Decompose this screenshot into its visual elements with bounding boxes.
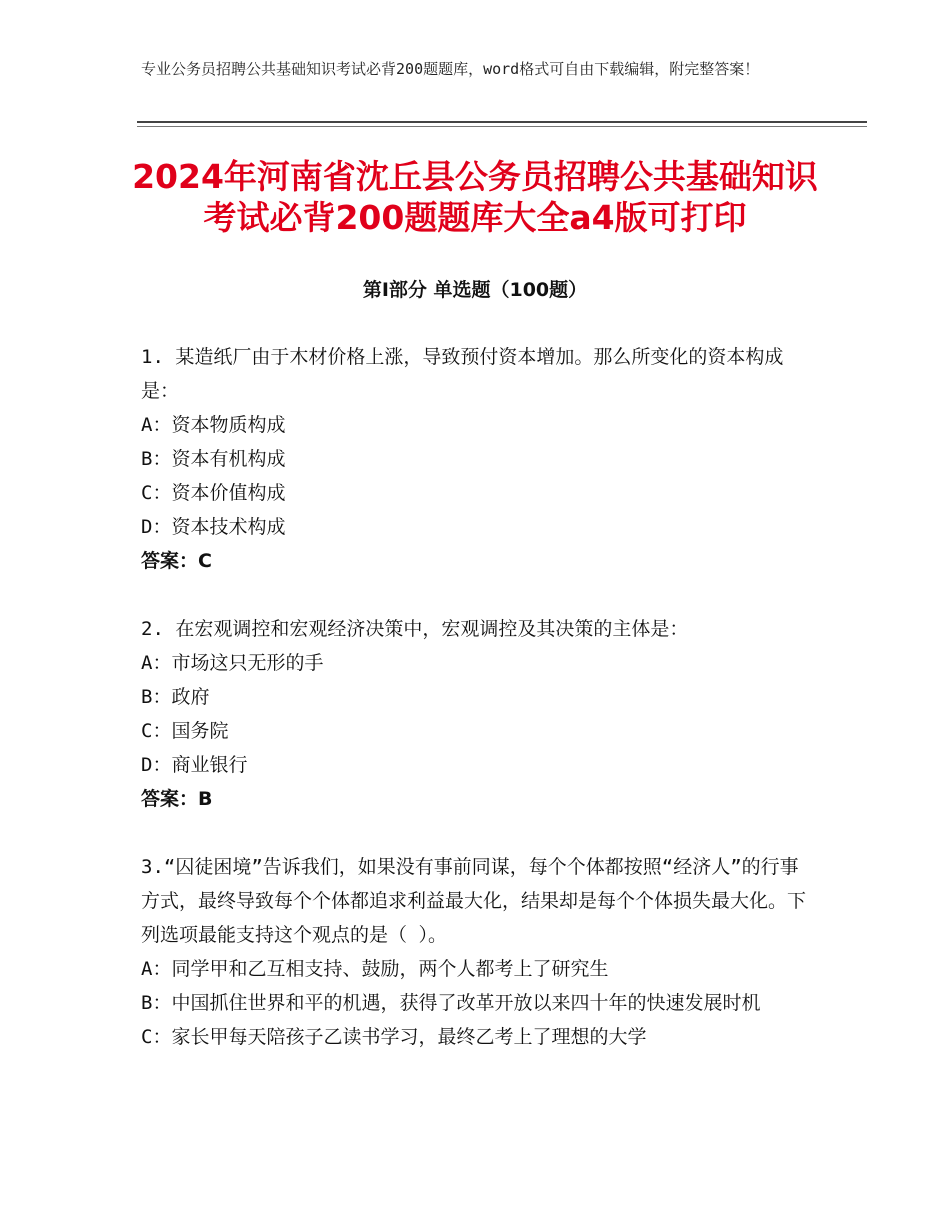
answer: 答案：C	[141, 550, 212, 572]
option-b: B：中国抓住世界和平的机遇，获得了改革开放以来四十年的快速发展时机	[141, 992, 761, 1014]
option-b: B：资本有机构成	[141, 448, 286, 470]
question-stem: 1. 某造纸厂由于木材价格上涨，导致预付资本增加。那么所变化的资本构成是：	[141, 346, 784, 402]
option-a: A：市场这只无形的手	[141, 652, 324, 674]
option-c: C：家长甲每天陪孩子乙读书学习，最终乙考上了理想的大学	[141, 1026, 647, 1048]
question-2	[141, 612, 811, 816]
section-title: 第Ⅰ部分 单选题（100题）	[362, 279, 588, 301]
question-list	[141, 340, 811, 1088]
option-d: D：资本技术构成	[141, 516, 286, 538]
option-a: A：同学甲和乙互相支持、鼓励，两个人都考上了研究生	[141, 958, 609, 980]
option-d: D：商业银行	[141, 754, 248, 776]
option-c: C：资本价值构成	[141, 482, 286, 504]
header-note: 专业公务员招聘公共基础知识考试必背200题题库，word格式可自由下载编辑，附完整答案！	[141, 60, 760, 78]
option-c: C：国务院	[141, 720, 229, 742]
header-divider-thin	[137, 126, 867, 127]
question-stem: 2. 在宏观调控和宏观经济决策中，宏观调控及其决策的主体是：	[141, 618, 689, 640]
document-title: 2024年河南省沈丘县公务员招聘公共基础知识考试必背200题题库大全a4版可打印	[132, 157, 818, 237]
question-stem: 3.“囚徒困境”告诉我们，如果没有事前同谋，每个个体都按照“经济人”的行事方式，最终导致每个个体都追求利益最大化，结果却是每个个体损失最大化。下列选项最能支持这个观点的是（ ）。	[141, 856, 807, 946]
question-3	[141, 850, 811, 1054]
option-b: B：政府	[141, 686, 210, 708]
option-a: A：资本物质构成	[141, 414, 286, 436]
header-divider	[137, 121, 867, 123]
question-1	[141, 340, 811, 578]
answer: 答案：B	[141, 788, 213, 810]
